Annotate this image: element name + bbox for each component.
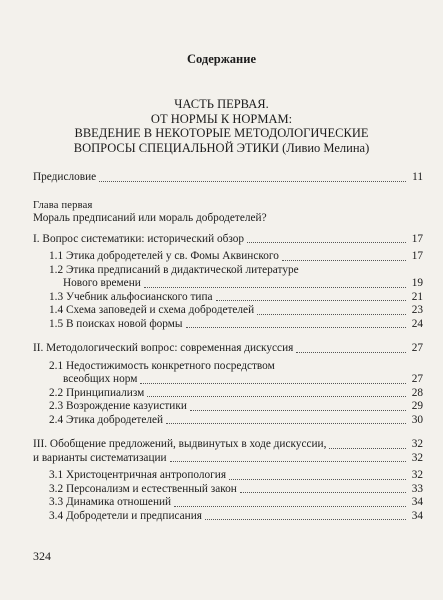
toc-entry-page: 32 bbox=[411, 469, 423, 481]
toc-entry-title: всеобщих норм bbox=[63, 373, 138, 385]
toc-entry-page: 27 bbox=[411, 342, 423, 354]
toc-entry-3-1 bbox=[33, 469, 423, 483]
toc-entry-title: Нового времени bbox=[63, 277, 141, 289]
toc-entry-1-4 bbox=[33, 304, 423, 318]
dot-leader bbox=[186, 327, 406, 328]
toc-entry-3-2 bbox=[33, 483, 423, 497]
toc-entry-1-2-line2 bbox=[33, 277, 423, 291]
toc-entry-title: 3.2 Персонализм и естественный закон bbox=[49, 482, 237, 495]
toc-entry-title: 1.3 Учебник альфосианского типа bbox=[49, 290, 213, 303]
toc-entry-page: 29 bbox=[411, 400, 423, 412]
chapter-title: Мораль предписаний или мораль добродетелей? bbox=[33, 212, 267, 224]
dot-leader bbox=[166, 423, 406, 424]
toc-entry-page: 27 bbox=[411, 373, 423, 385]
toc-entry-section-1 bbox=[33, 233, 423, 247]
part-line: ОТ НОРМЫ К НОРМАМ: bbox=[150, 111, 293, 126]
part-line-text: ВОПРОСЫ СПЕЦИАЛЬНОЙ ЭТИКИ bbox=[73, 140, 279, 155]
toc-entry-1-3 bbox=[33, 291, 423, 305]
toc-entry-title: II. Методологический вопрос: современная дискуссия bbox=[33, 342, 294, 354]
toc-entry-title: 3.4 Добродетели и предписания bbox=[49, 509, 202, 522]
toc-entry-title: 1.1 Этика добродетелей у св. Фомы Аквинского bbox=[49, 250, 279, 262]
toc-entry-title: и варианты систематизации bbox=[33, 451, 167, 464]
dot-leader bbox=[257, 314, 406, 315]
toc-entry-section-2 bbox=[33, 342, 423, 356]
toc-entry-2-2 bbox=[33, 387, 423, 401]
toc-entry-2-1-line1: 2.1 Недостижимость конкретного посредством bbox=[49, 359, 275, 372]
dot-leader bbox=[329, 448, 406, 449]
toc-entry-title: 1.4 Схема заповедей и схема добродетелей bbox=[49, 304, 255, 316]
dot-leader bbox=[170, 461, 406, 462]
part-author: (Ливио Мелина) bbox=[282, 140, 370, 155]
toc-entry-page: 28 bbox=[411, 386, 423, 399]
toc-entry-3-3 bbox=[33, 496, 423, 510]
spacer bbox=[33, 427, 423, 438]
toc-entry-preface bbox=[33, 171, 423, 185]
dot-leader bbox=[99, 181, 406, 182]
toc-entry-title: I. Вопрос систематики: исторический обзор bbox=[33, 232, 245, 245]
toc-entry-title: 1.5 В поисках новой формы bbox=[49, 317, 183, 330]
toc-entry-section-3-line2 bbox=[33, 452, 423, 466]
dot-leader bbox=[147, 396, 406, 397]
toc-entry-page: 17 bbox=[411, 250, 423, 262]
toc-entry-1-2-line1: 1.2 Этика предписаний в дидактической литературе bbox=[49, 263, 299, 276]
toc-entry-title: 3.1 Христоцентричная антропология bbox=[49, 469, 227, 481]
spacer bbox=[33, 185, 423, 199]
dot-leader bbox=[205, 519, 406, 520]
page-number: 324 bbox=[33, 549, 51, 563]
toc-entry-title: 2.4 Этика добродетелей bbox=[49, 413, 164, 426]
toc-entry-2-4 bbox=[33, 414, 423, 428]
toc-entry-page: 32 bbox=[411, 451, 423, 464]
spacer bbox=[33, 331, 423, 342]
dot-leader bbox=[240, 492, 406, 493]
toc-entry-page: 30 bbox=[411, 413, 423, 426]
dot-leader bbox=[247, 242, 406, 243]
toc-entry-page: 21 bbox=[411, 290, 423, 303]
toc-entry-2-3 bbox=[33, 400, 423, 414]
dot-leader bbox=[190, 410, 406, 411]
dot-leader bbox=[140, 383, 406, 384]
toc-entry-3-4 bbox=[33, 510, 423, 524]
toc-entry-section-3-line1 bbox=[33, 438, 423, 452]
toc-entry-1-1 bbox=[33, 250, 423, 264]
part-line bbox=[0, 141, 443, 156]
chapter-label: Глава первая bbox=[33, 199, 93, 211]
dot-leader bbox=[144, 287, 406, 288]
dot-leader bbox=[174, 506, 406, 507]
dot-leader bbox=[216, 300, 406, 301]
toc-entry-page: 24 bbox=[411, 317, 423, 330]
toc-entry-page: 33 bbox=[411, 482, 423, 495]
toc-entry-page: 34 bbox=[411, 496, 423, 508]
dot-leader bbox=[282, 260, 406, 261]
part-line: ЧАСТЬ ПЕРВАЯ. bbox=[174, 97, 269, 111]
toc-entry-page: 23 bbox=[411, 304, 423, 316]
page-title: Содержание bbox=[186, 52, 256, 66]
toc-entry-title: 2.3 Возрождение казуистики bbox=[49, 400, 187, 412]
dot-leader bbox=[296, 352, 406, 353]
toc-entry-page: 17 bbox=[411, 232, 423, 245]
toc-entry-page: 11 bbox=[412, 171, 423, 183]
part-heading bbox=[0, 97, 443, 155]
toc-entry-2-1-line2 bbox=[33, 373, 423, 387]
toc-entry-page: 32 bbox=[411, 438, 423, 450]
table-of-contents bbox=[33, 171, 423, 523]
toc-entry-title: 2.2 Принципиализм bbox=[49, 386, 145, 399]
toc-entry-title: Предисловие bbox=[33, 171, 97, 183]
toc-entry-title: 3.3 Динамика отношений bbox=[49, 496, 172, 508]
toc-entry-page: 34 bbox=[411, 509, 423, 522]
toc-entry-page: 19 bbox=[411, 277, 423, 289]
toc-entry-title: III. Обобщение предложений, выдвинутых в ходе дискуссии, bbox=[33, 438, 327, 450]
dot-leader bbox=[229, 479, 406, 480]
toc-entry-1-5 bbox=[33, 318, 423, 332]
part-line: ВВЕДЕНИЕ В НЕКОТОРЫЕ МЕТОДОЛОГИЧЕСКИЕ bbox=[74, 126, 369, 140]
spacer bbox=[33, 226, 423, 233]
